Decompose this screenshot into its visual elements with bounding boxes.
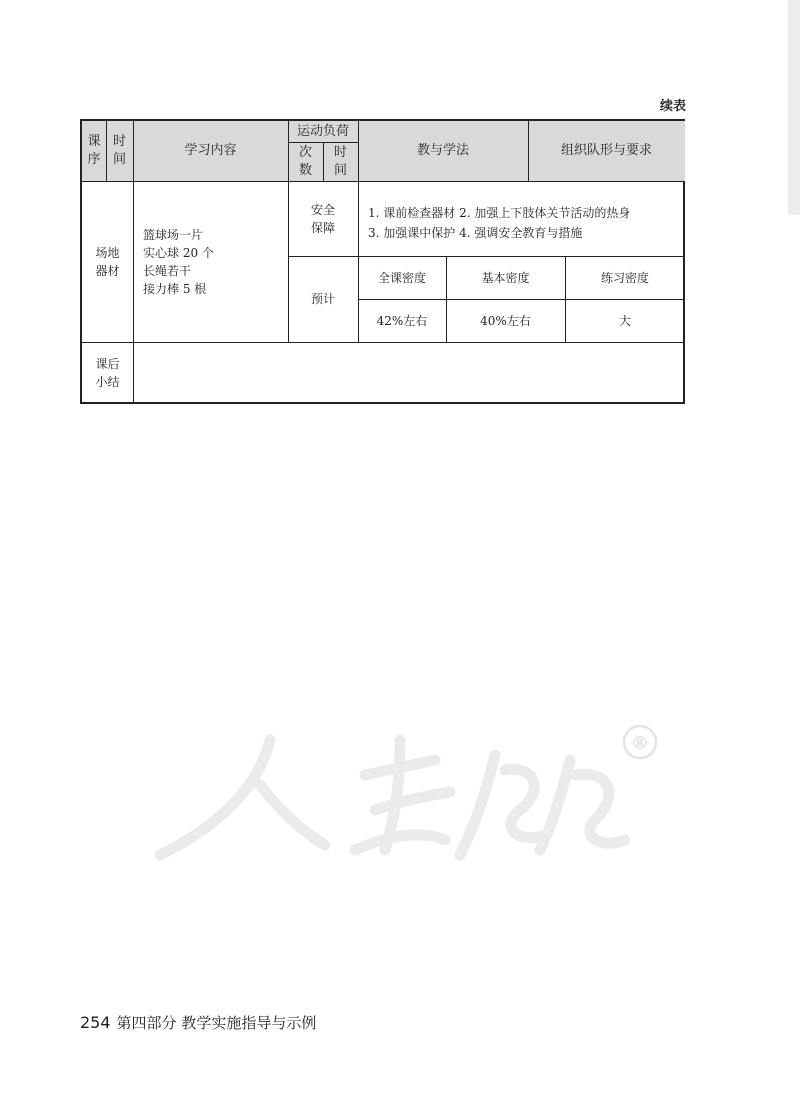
header-method: 教与学法 [358,121,528,181]
density-header-total: 全课密度 [377,270,426,285]
header-load-time: 时 间 [323,142,358,181]
lesson-plan-table [80,119,685,404]
page-edge-stripe [788,0,800,215]
safety-item: 3. 加强课中保护 4. 强调安全教育与措施 [368,226,583,240]
grid-line [565,256,566,342]
header-time: 时 间 [106,121,133,181]
grid-line [446,256,447,342]
grid-line [528,121,529,181]
page-footer [80,1012,316,1033]
grid-line [82,181,685,182]
grid-line [133,121,134,404]
grid-line [288,256,685,257]
safety-measures [368,203,686,243]
footer-section: 第四部分 教学实施指导与示例 [116,1014,317,1032]
grid-line [358,121,359,342]
page-number: 254 [80,1013,111,1032]
summary-label: 课后 小结 [95,357,120,389]
header-load: 运动负荷 [288,121,358,142]
venue-label: 场地 器材 [95,245,120,278]
density-header-practice: 练习密度 [600,270,649,285]
grid-line [106,121,107,181]
publisher-watermark [150,700,670,890]
density-value-basic: 40%左右 [480,313,531,328]
density-value-total: 42%左右 [376,313,428,328]
density-value-practice: 大 [618,313,631,328]
density-header-basic: 基本密度 [481,270,530,285]
equipment-list: 篮球场一片 实心球 20 个 长绳若干 接力棒 5 根 [143,227,214,296]
safety-item: 1. 课前检查器材 2. 加强上下肢体关节活动的热身 [368,206,631,220]
estimate-label: 预计 [310,292,335,306]
watermark-logo-icon [150,700,670,890]
header-load-times: 次 数 [288,142,323,181]
grid-line [323,142,324,181]
grid-line [82,342,685,343]
header-organization: 组织队形与要求 [528,121,685,181]
grid-line [358,299,685,300]
grid-line [288,121,289,342]
safety-label: 安全 保障 [310,202,335,235]
header-course-order: 课 序 [82,121,106,181]
continued-label: 续表 [659,99,686,114]
header-content: 学习内容 [133,121,288,181]
summary-content [133,342,685,404]
registered-mark: ® [631,733,649,754]
